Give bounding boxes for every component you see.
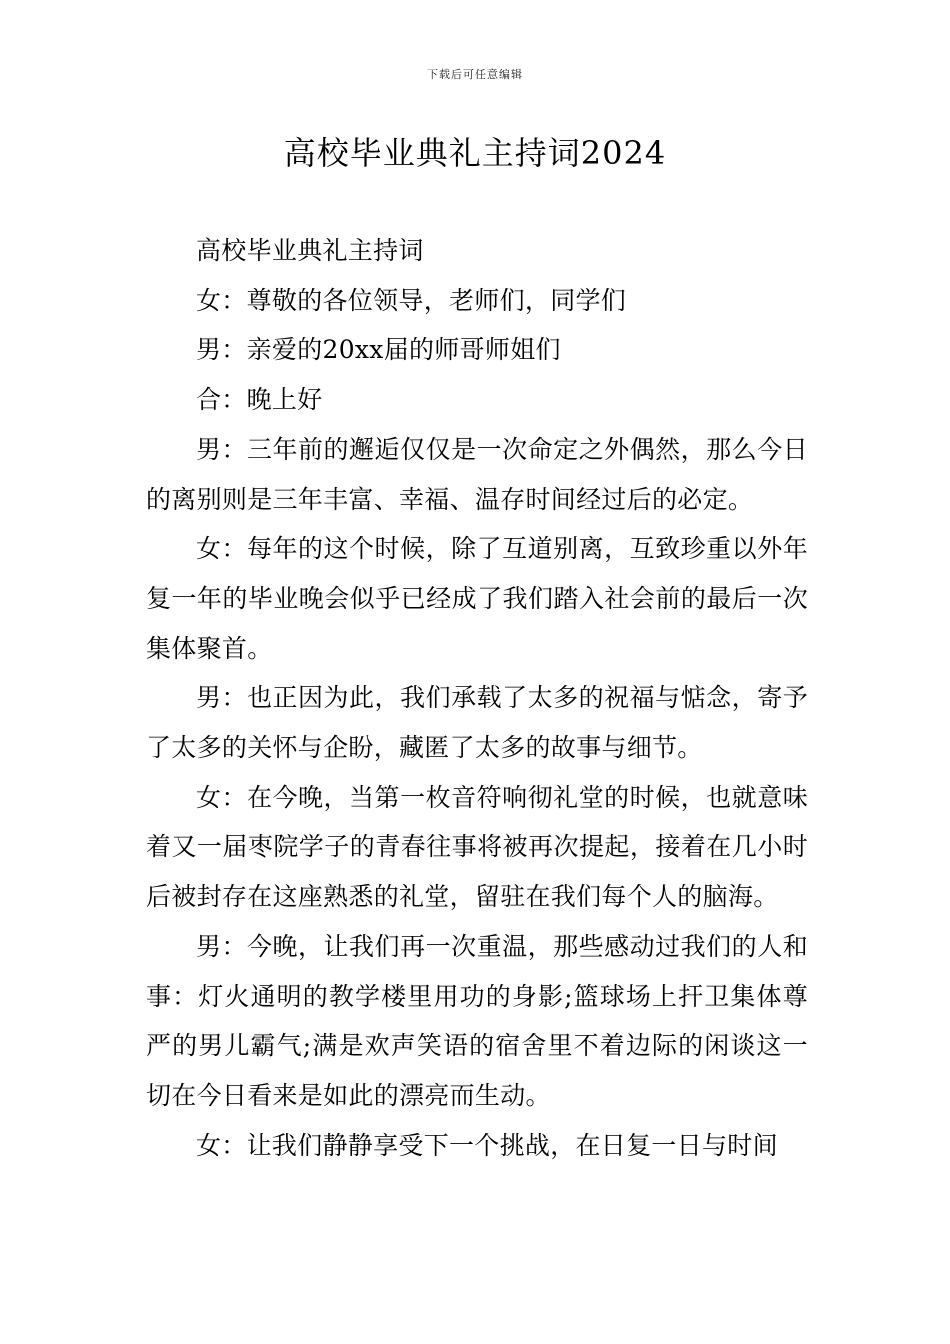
paragraph-greeting-together: 合：晚上好 [196,385,323,415]
document-body [146,226,808,1170]
paragraph-subtitle: 高校毕业典礼主持词 [196,236,424,265]
document-title: 高校毕业典礼主持词2024 [283,134,667,172]
paragraph: 男：三年前的邂逅仅仅是一次命定之外偶然，那么今日的离别则是三年丰富、幸福、温存时间经过后的必定。 [146,434,808,514]
paragraph: 女：让我们静静享受下一个挑战，在日复一日与时间 [196,1130,778,1160]
paragraph: 女：在今晚，当第一枚音符响彻礼堂的时候，也就意味着又一届枣院学子的青春往事将被再次提起，接着在几小时后被封存在这座熟悉的礼堂，留驻在我们每个人的脑海。 [146,782,808,912]
page-header-note: 下载后可任意编辑 [427,68,523,81]
paragraph: 女：每年的这个时候，除了互道别离，互致珍重以外年复一年的毕业晚会似乎已经成了我们踏入社会前的最后一次集体聚首。 [146,534,808,663]
paragraph-greeting-male: 男：亲爱的20xx届的师哥师姐们 [196,335,561,365]
paragraph: 男：今晚，让我们再一次重温，那些感动过我们的人和事：灯火通明的教学楼里用功的身影;篮球场上扞卫集体尊严的男儿霸气;满是欢声笑语的宿舍里不着边际的闲谈这一切在今日看来是如此的漂亮而生动。 [146,931,808,1110]
paragraph-greeting-female: 女：尊敬的各位领导，老师们，同学们 [196,285,627,315]
paragraph: 男：也正因为此，我们承载了太多的祝福与惦念，寄予了太多的关怀与企盼，藏匿了太多的故事与细节。 [146,683,808,763]
